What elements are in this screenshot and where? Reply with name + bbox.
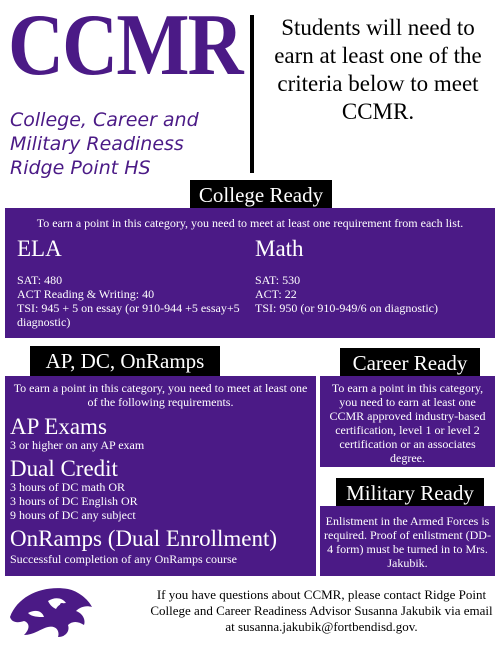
page-title: CCMR (8, 0, 242, 94)
ap-dc-label: AP, DC, OnRamps (30, 346, 220, 376)
career-ready-label: Career Ready (340, 348, 480, 378)
ela-item-tsi: TSI: 945 + 5 on essay (or 910-944 +5 essay+5 diagnostic) (17, 301, 240, 329)
school-subtitle (10, 108, 260, 180)
ela-item-act: ACT Reading & Writing: 40 (17, 287, 155, 301)
dual-credit-item-any: 9 hours of DC any subject (10, 508, 136, 522)
header-divider (250, 15, 254, 173)
math-list (255, 273, 490, 315)
career-ready-description: To earn a point in this category, you need to earn at least one CCMR approved industry-based certification, level 1 or level 2 certification or an associates degree. (329, 381, 486, 465)
ela-item-sat: SAT: 480 (17, 273, 63, 287)
subtitle-line-2: Military Readiness (10, 133, 184, 155)
math-item-tsi: TSI: 950 (or 910-949/6 on diagnostic) (255, 301, 438, 315)
college-ready-description: To earn a point in this category, you need to meet at least one requirement from each list. (36, 216, 464, 230)
panther-logo-icon (8, 583, 94, 639)
career-ready-panel (320, 376, 495, 467)
college-ready-label: College Ready (190, 180, 332, 210)
ela-list (17, 273, 257, 329)
ap-dc-panel (5, 376, 316, 576)
military-ready-label: Military Ready (336, 478, 484, 508)
dual-credit-heading: Dual Credit (10, 456, 118, 481)
math-item-sat: SAT: 530 (255, 273, 301, 287)
ap-dc-description: To earn a point in this category, you need to meet at least one of the following requirements. (13, 381, 308, 409)
dual-credit-list (10, 480, 138, 522)
math-heading: Math (255, 236, 304, 261)
subtitle-line-3: Ridge Point HS (10, 157, 151, 179)
contact-footer: If you have questions about CCMR, please contact Ridge Point College and Career Readiness Advisor Susanna Jakubik via email at susanna.jakubik@fortbendisd.gov. (150, 587, 493, 634)
military-ready-panel (320, 506, 495, 576)
ap-exams-heading: AP Exams (10, 414, 107, 439)
onramps-item: Successful completion of any OnRamps course (10, 552, 237, 566)
onramps-heading: OnRamps (Dual Enrollment) (10, 526, 278, 551)
dual-credit-item-english: 3 hours of DC English OR (10, 494, 138, 508)
ela-heading: ELA (17, 236, 62, 261)
dual-credit-item-math: 3 hours of DC math OR (10, 480, 125, 494)
military-ready-description: Enlistment in the Armed Forces is required. Proof of enlistment (DD-4 form) must be turned in to Mrs. Jakubik. (324, 514, 491, 570)
college-ready-panel (5, 208, 495, 338)
math-item-act: ACT: 22 (255, 287, 297, 301)
ap-exams-item: 3 or higher on any AP exam (10, 438, 145, 452)
subtitle-line-1: College, Career and (10, 109, 199, 131)
intro-text: Students will need to earn at least one of the criteria below to meet CCMR. (274, 15, 482, 124)
